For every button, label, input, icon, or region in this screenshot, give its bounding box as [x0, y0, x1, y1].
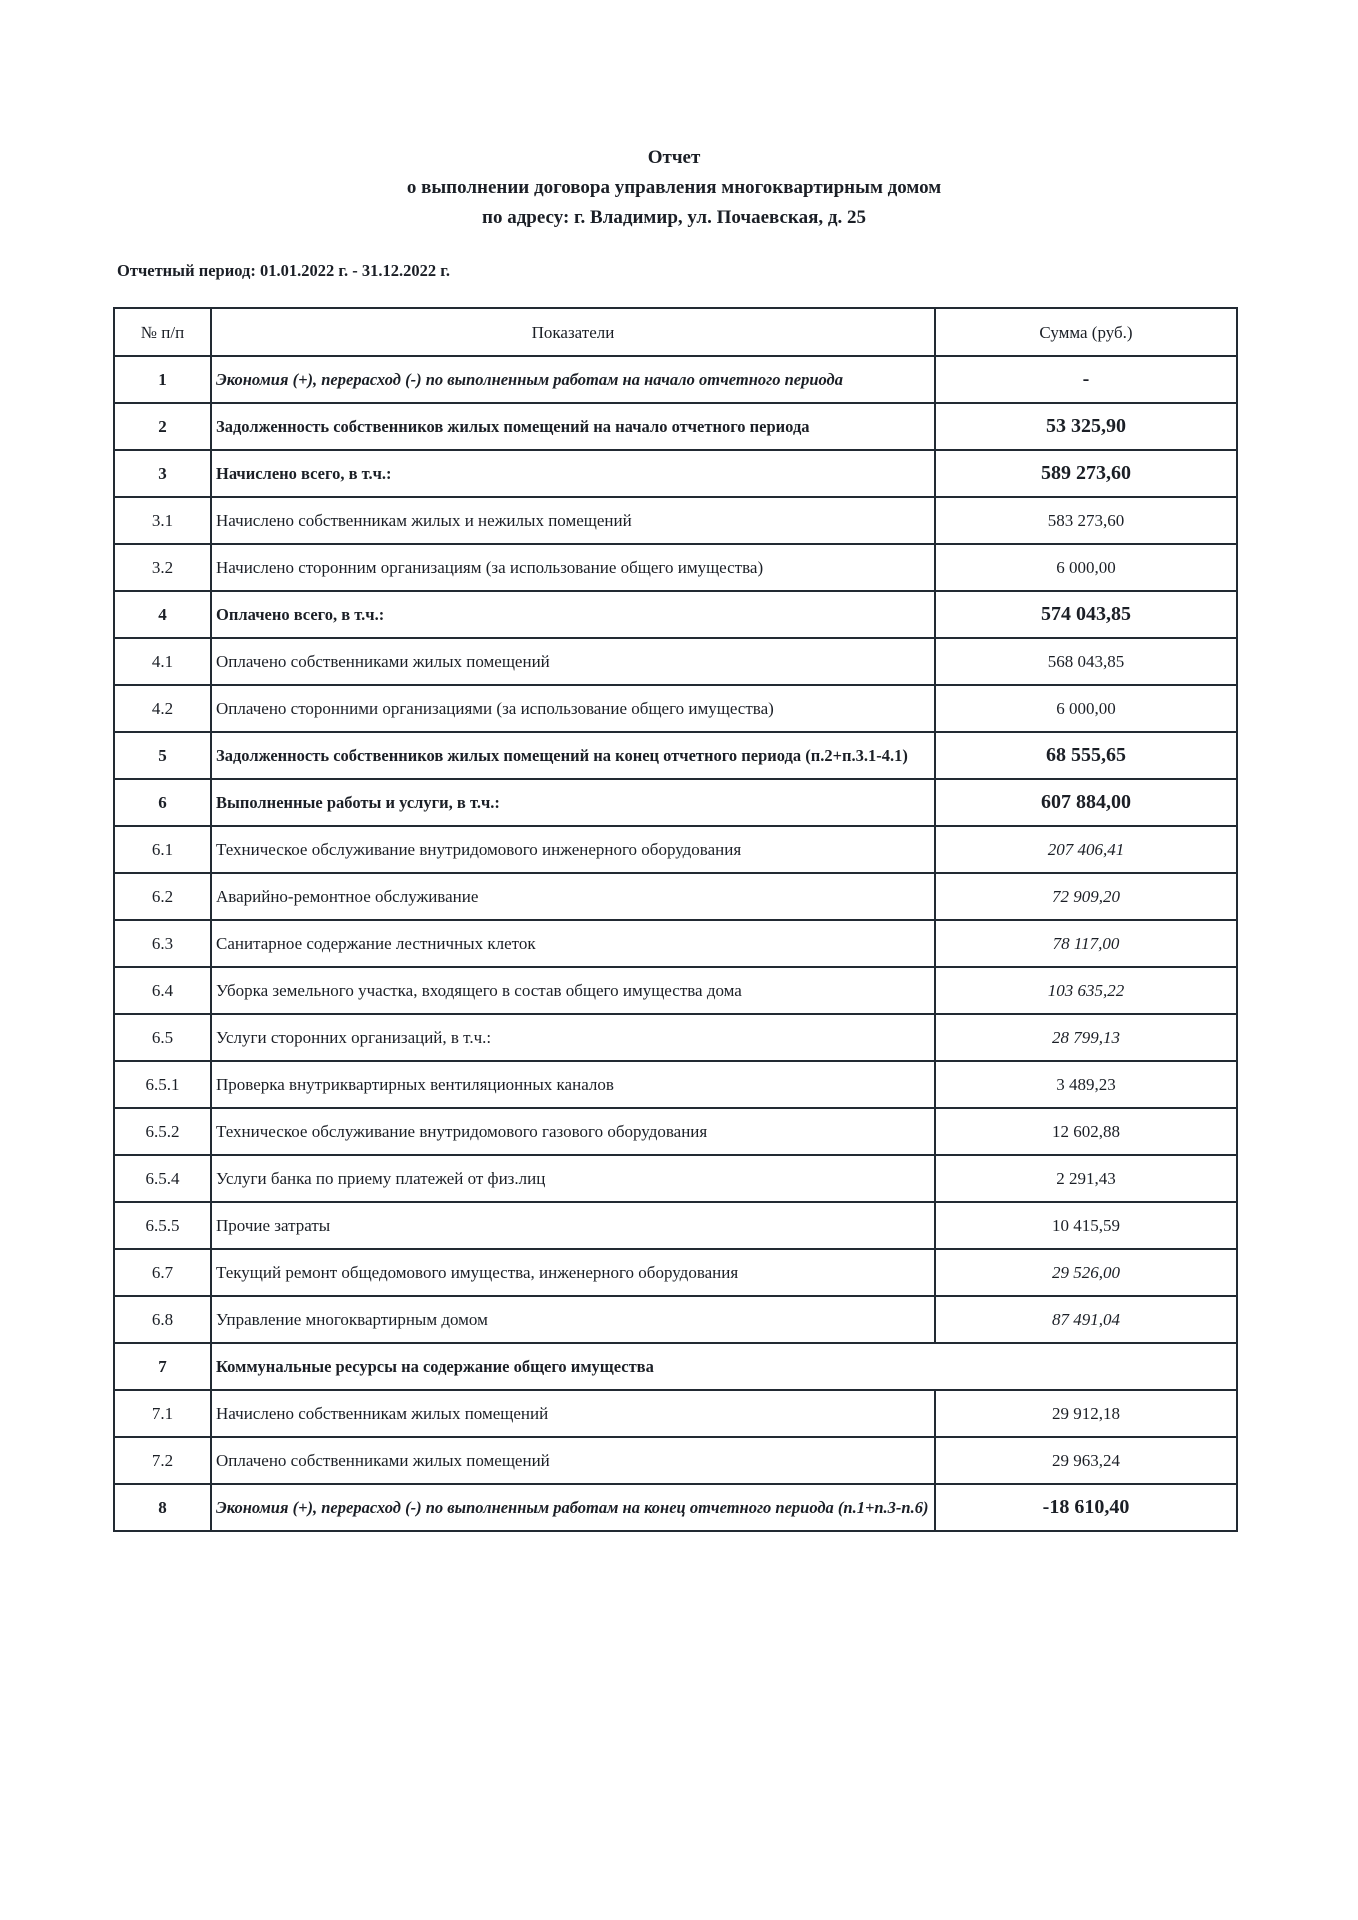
row-indicator: Техническое обслуживание внутридомового газового оборудования	[211, 1108, 935, 1155]
row-indicator: Оплачено собственниками жилых помещений	[211, 638, 935, 685]
row-number: 7	[114, 1343, 211, 1390]
table-row	[114, 1484, 1237, 1531]
row-amount: 3 489,23	[935, 1061, 1237, 1108]
table-header-row	[114, 308, 1237, 356]
table-row	[114, 450, 1237, 497]
row-amount: 29 963,24	[935, 1437, 1237, 1484]
row-number: 6.1	[114, 826, 211, 873]
row-indicator: Начислено всего, в т.ч.:	[211, 450, 935, 497]
row-amount: 607 884,00	[935, 779, 1237, 826]
row-number: 6.2	[114, 873, 211, 920]
row-number: 6.3	[114, 920, 211, 967]
row-indicator: Оплачено всего, в т.ч.:	[211, 591, 935, 638]
row-indicator: Коммунальные ресурсы на содержание общего имущества	[211, 1343, 1237, 1390]
row-indicator: Начислено собственникам жилых помещений	[211, 1390, 935, 1437]
column-header-number: № п/п	[114, 308, 211, 356]
row-amount: -18 610,40	[935, 1484, 1237, 1531]
table-row	[114, 544, 1237, 591]
row-indicator: Услуги сторонних организаций, в т.ч.:	[211, 1014, 935, 1061]
row-amount: 103 635,22	[935, 967, 1237, 1014]
row-indicator: Уборка земельного участка, входящего в состав общего имущества дома	[211, 967, 935, 1014]
table-row	[114, 403, 1237, 450]
row-number: 2	[114, 403, 211, 450]
row-amount: 29 912,18	[935, 1390, 1237, 1437]
table-row	[114, 920, 1237, 967]
row-indicator: Выполненные работы и услуги, в т.ч.:	[211, 779, 935, 826]
table-row	[114, 1437, 1237, 1484]
row-number: 6.8	[114, 1296, 211, 1343]
row-number: 4	[114, 591, 211, 638]
row-amount: 68 555,65	[935, 732, 1237, 779]
report-address: по адресу: г. Владимир, ул. Почаевская, д. 25	[482, 207, 866, 228]
table-row	[114, 1155, 1237, 1202]
reporting-period: Отчетный период: 01.01.2022 г. - 31.12.2022 г.	[117, 261, 450, 280]
report-title: Отчет	[647, 147, 701, 168]
row-indicator: Управление многоквартирным домом	[211, 1296, 935, 1343]
row-number: 3.2	[114, 544, 211, 591]
row-amount: 6 000,00	[935, 544, 1237, 591]
row-indicator: Экономия (+), перерасход (-) по выполненным работам на конец отчетного периода (п.1+п.3-п.6)	[211, 1484, 935, 1531]
row-amount: 78 117,00	[935, 920, 1237, 967]
row-number: 4.2	[114, 685, 211, 732]
row-amount: 568 043,85	[935, 638, 1237, 685]
report-table	[113, 307, 1238, 1532]
row-indicator: Задолженность собственников жилых помещений на начало отчетного периода	[211, 403, 935, 450]
table-row	[114, 873, 1237, 920]
table-row	[114, 732, 1237, 779]
table-row	[114, 1249, 1237, 1296]
row-indicator: Оплачено сторонними организациями (за использование общего имущества)	[211, 685, 935, 732]
table-row	[114, 1296, 1237, 1343]
table-row	[114, 1061, 1237, 1108]
table-row	[114, 685, 1237, 732]
row-number: 6.4	[114, 967, 211, 1014]
row-indicator: Прочие затраты	[211, 1202, 935, 1249]
row-number: 7.1	[114, 1390, 211, 1437]
row-amount: 28 799,13	[935, 1014, 1237, 1061]
row-amount: 589 273,60	[935, 450, 1237, 497]
row-amount: 10 415,59	[935, 1202, 1237, 1249]
row-amount: 29 526,00	[935, 1249, 1237, 1296]
table-row	[114, 779, 1237, 826]
table-row	[114, 826, 1237, 873]
row-amount: 12 602,88	[935, 1108, 1237, 1155]
row-number: 6.5.1	[114, 1061, 211, 1108]
row-amount: -	[935, 356, 1237, 403]
table-row	[114, 1014, 1237, 1061]
row-number: 6.5.5	[114, 1202, 211, 1249]
row-indicator: Экономия (+), перерасход (-) по выполненным работам на начало отчетного периода	[211, 356, 935, 403]
row-indicator: Техническое обслуживание внутридомового инженерного оборудования	[211, 826, 935, 873]
row-number: 6.5.4	[114, 1155, 211, 1202]
row-number: 4.1	[114, 638, 211, 685]
table-row	[114, 1343, 1237, 1390]
row-number: 6.5.2	[114, 1108, 211, 1155]
row-amount: 583 273,60	[935, 497, 1237, 544]
table-row	[114, 1202, 1237, 1249]
row-number: 8	[114, 1484, 211, 1531]
table-row	[114, 497, 1237, 544]
row-number: 7.2	[114, 1437, 211, 1484]
report-subtitle: о выполнении договора управления многоквартирным домом	[406, 177, 942, 198]
row-amount: 6 000,00	[935, 685, 1237, 732]
table-row	[114, 1108, 1237, 1155]
row-indicator: Услуги банка по приему платежей от физ.лиц	[211, 1155, 935, 1202]
column-header-indicator: Показатели	[211, 308, 935, 356]
row-amount: 72 909,20	[935, 873, 1237, 920]
row-indicator: Начислено сторонним организациям (за использование общего имущества)	[211, 544, 935, 591]
table-row	[114, 1390, 1237, 1437]
row-number: 6.5	[114, 1014, 211, 1061]
row-number: 1	[114, 356, 211, 403]
row-number: 5	[114, 732, 211, 779]
row-amount: 53 325,90	[935, 403, 1237, 450]
row-indicator: Проверка внутриквартирных вентиляционных каналов	[211, 1061, 935, 1108]
row-amount: 207 406,41	[935, 826, 1237, 873]
table-row	[114, 967, 1237, 1014]
table-row	[114, 591, 1237, 638]
row-indicator: Текущий ремонт общедомового имущества, инженерного оборудования	[211, 1249, 935, 1296]
row-amount: 2 291,43	[935, 1155, 1237, 1202]
column-header-amount: Сумма (руб.)	[935, 308, 1237, 356]
row-indicator: Оплачено собственниками жилых помещений	[211, 1437, 935, 1484]
row-indicator: Санитарное содержание лестничных клеток	[211, 920, 935, 967]
table-row	[114, 638, 1237, 685]
row-indicator: Аварийно-ремонтное обслуживание	[211, 873, 935, 920]
row-indicator: Начислено собственникам жилых и нежилых помещений	[211, 497, 935, 544]
row-number: 3.1	[114, 497, 211, 544]
table-row	[114, 356, 1237, 403]
row-number: 3	[114, 450, 211, 497]
row-indicator: Задолженность собственников жилых помещений на конец отчетного периода (п.2+п.3.1-4.1)	[211, 732, 935, 779]
row-number: 6	[114, 779, 211, 826]
report-header	[113, 143, 1235, 233]
row-number: 6.7	[114, 1249, 211, 1296]
row-amount: 574 043,85	[935, 591, 1237, 638]
row-amount: 87 491,04	[935, 1296, 1237, 1343]
